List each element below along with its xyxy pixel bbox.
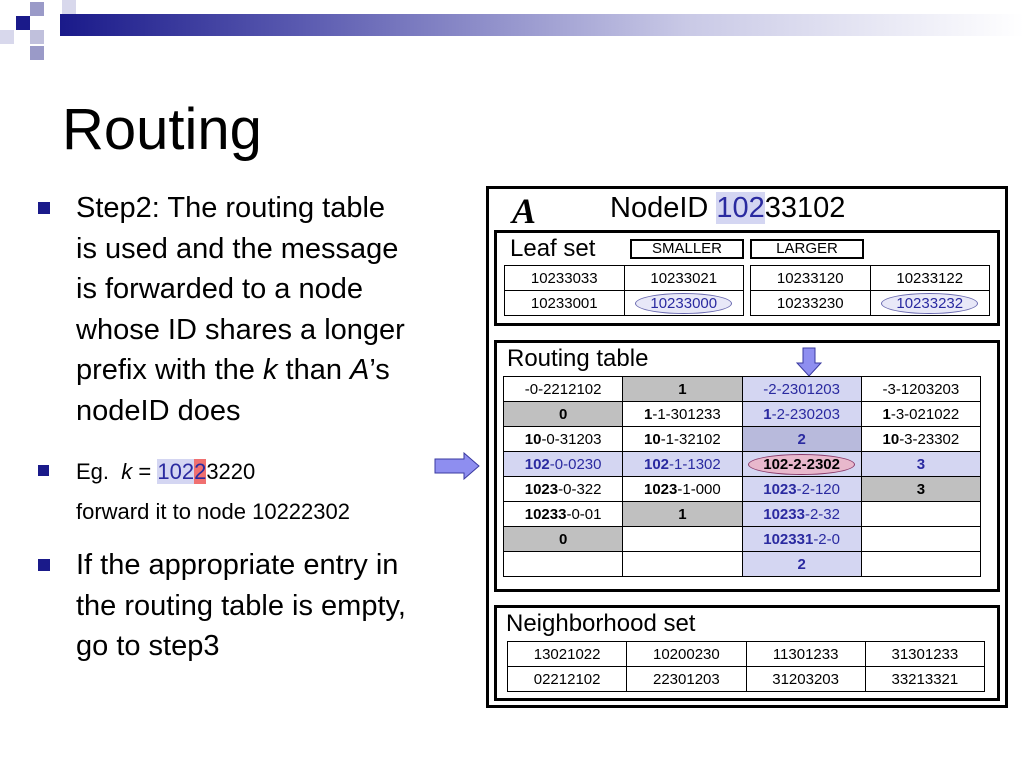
leaf-set-smaller-table [504,265,744,316]
node-id-label: NodeID 10233102 [610,192,846,224]
leaf-cell: 10233120 [751,266,871,291]
routing-cell: 1-3-021022 [861,402,980,427]
routing-cell [623,552,742,577]
neighborhood-set-table [507,641,985,692]
leaf-cell: 10233033 [505,266,625,291]
routing-cell [861,527,980,552]
bullet-line: is used and the message [76,232,399,265]
routing-cell: -2-2301203 [742,377,861,402]
routing-cell: 10-3-23302 [861,427,980,452]
larger-label: LARGER [750,239,864,259]
routing-row [504,527,981,552]
bullet-line: prefix with the k than A’s [76,354,390,386]
node-letter: A [512,191,537,231]
routing-cell: -3-1203203 [861,377,980,402]
routing-cell: 1 [623,502,742,527]
neighbor-cell: 13021022 [508,642,627,667]
routing-row [504,502,981,527]
deco-square [46,14,60,36]
routing-cell: 10-1-32102 [623,427,742,452]
bullet-line: If the appropriate entry in [76,549,399,581]
routing-row [504,477,981,502]
right-arrow-icon [434,452,480,480]
bullet-line: nodeID does [76,394,241,427]
neighborhood-set-label: Neighborhood set [506,610,696,637]
leaf-cell: 10233021 [624,266,744,291]
routing-cell: 1 [623,377,742,402]
bullet-marker [38,465,49,476]
bullet-marker [38,559,50,571]
bullet-line: go to step3 [76,630,220,662]
bullet-text [76,188,405,431]
bullet-marker [38,202,50,214]
leaf-cell-highlighted: 10233232 [870,291,990,316]
routing-row [504,427,981,452]
routing-row [504,377,981,402]
routing-cell [504,552,623,577]
routing-cell: 102-1-1302 [623,452,742,477]
example-key-line: Eg. k = 10223220 [76,459,256,484]
deco-square [30,30,44,44]
neighbor-cell: 10200230 [627,642,746,667]
routing-table-label: Routing table [507,345,649,372]
neighbor-cell: 33213321 [865,667,984,692]
routing-cell: 0 [504,402,623,427]
routing-cell: 3 [861,477,980,502]
routing-cell: 102-2-2302 [742,452,861,477]
routing-cell: 1023-1-000 [623,477,742,502]
routing-cell: 10233-0-01 [504,502,623,527]
routing-row [504,402,981,427]
neighbor-cell: 02212102 [508,667,627,692]
routing-cell: 102331-2-0 [742,527,861,552]
header-gradient-bar [60,14,1024,36]
bullet-line: the routing table is empty, [76,589,406,622]
down-arrow-icon [796,347,822,377]
leaf-cell: 10233230 [751,291,871,316]
routing-table [503,376,981,577]
routing-cell: 2 [742,552,861,577]
neighbor-cell: 31203203 [746,667,865,692]
deco-square [16,16,30,30]
deco-square [30,2,44,16]
bullet-text [76,452,350,532]
deco-square [30,46,44,60]
leaf-set-larger-table [750,265,990,316]
bullet-line: whose ID shares a longer [76,313,405,346]
deco-square [0,0,16,16]
smaller-label: SMALLER [630,239,744,259]
routing-cell [623,527,742,552]
bullet-text [76,545,406,667]
example-forward-line: forward it to node 10222302 [76,499,350,524]
leaf-cell-highlighted: 10233000 [624,291,744,316]
page-title: Routing [62,97,262,162]
deco-square [0,30,14,44]
routing-cell [861,502,980,527]
routing-cell [861,552,980,577]
deco-square [62,0,76,14]
routing-cell: 2 [742,427,861,452]
bullet-line: Step2: The routing table [76,192,386,224]
routing-row [504,452,981,477]
leaf-set-label: Leaf set [510,235,596,262]
leaf-cell: 10233001 [505,291,625,316]
routing-cell: 0 [504,527,623,552]
routing-cell: 1023-2-120 [742,477,861,502]
routing-row [504,552,981,577]
routing-cell: 3 [861,452,980,477]
routing-cell: 102-0-0230 [504,452,623,477]
routing-cell: 1-1-301233 [623,402,742,427]
leaf-cell: 10233122 [870,266,990,291]
neighbor-cell: 22301203 [627,667,746,692]
key-shared-prefix: 102 [157,459,195,484]
neighbor-cell: 11301233 [746,642,865,667]
neighbor-cell: 31301233 [865,642,984,667]
routing-cell: 1023-0-322 [504,477,623,502]
routing-cell: 10233-2-32 [742,502,861,527]
routing-cell: 1-2-230203 [742,402,861,427]
routing-cell: 10-0-31203 [504,427,623,452]
routing-cell: -0-2212102 [504,377,623,402]
key-diff-digit: 2 [194,459,207,484]
bullet-line: is forwarded to a node [76,273,363,305]
